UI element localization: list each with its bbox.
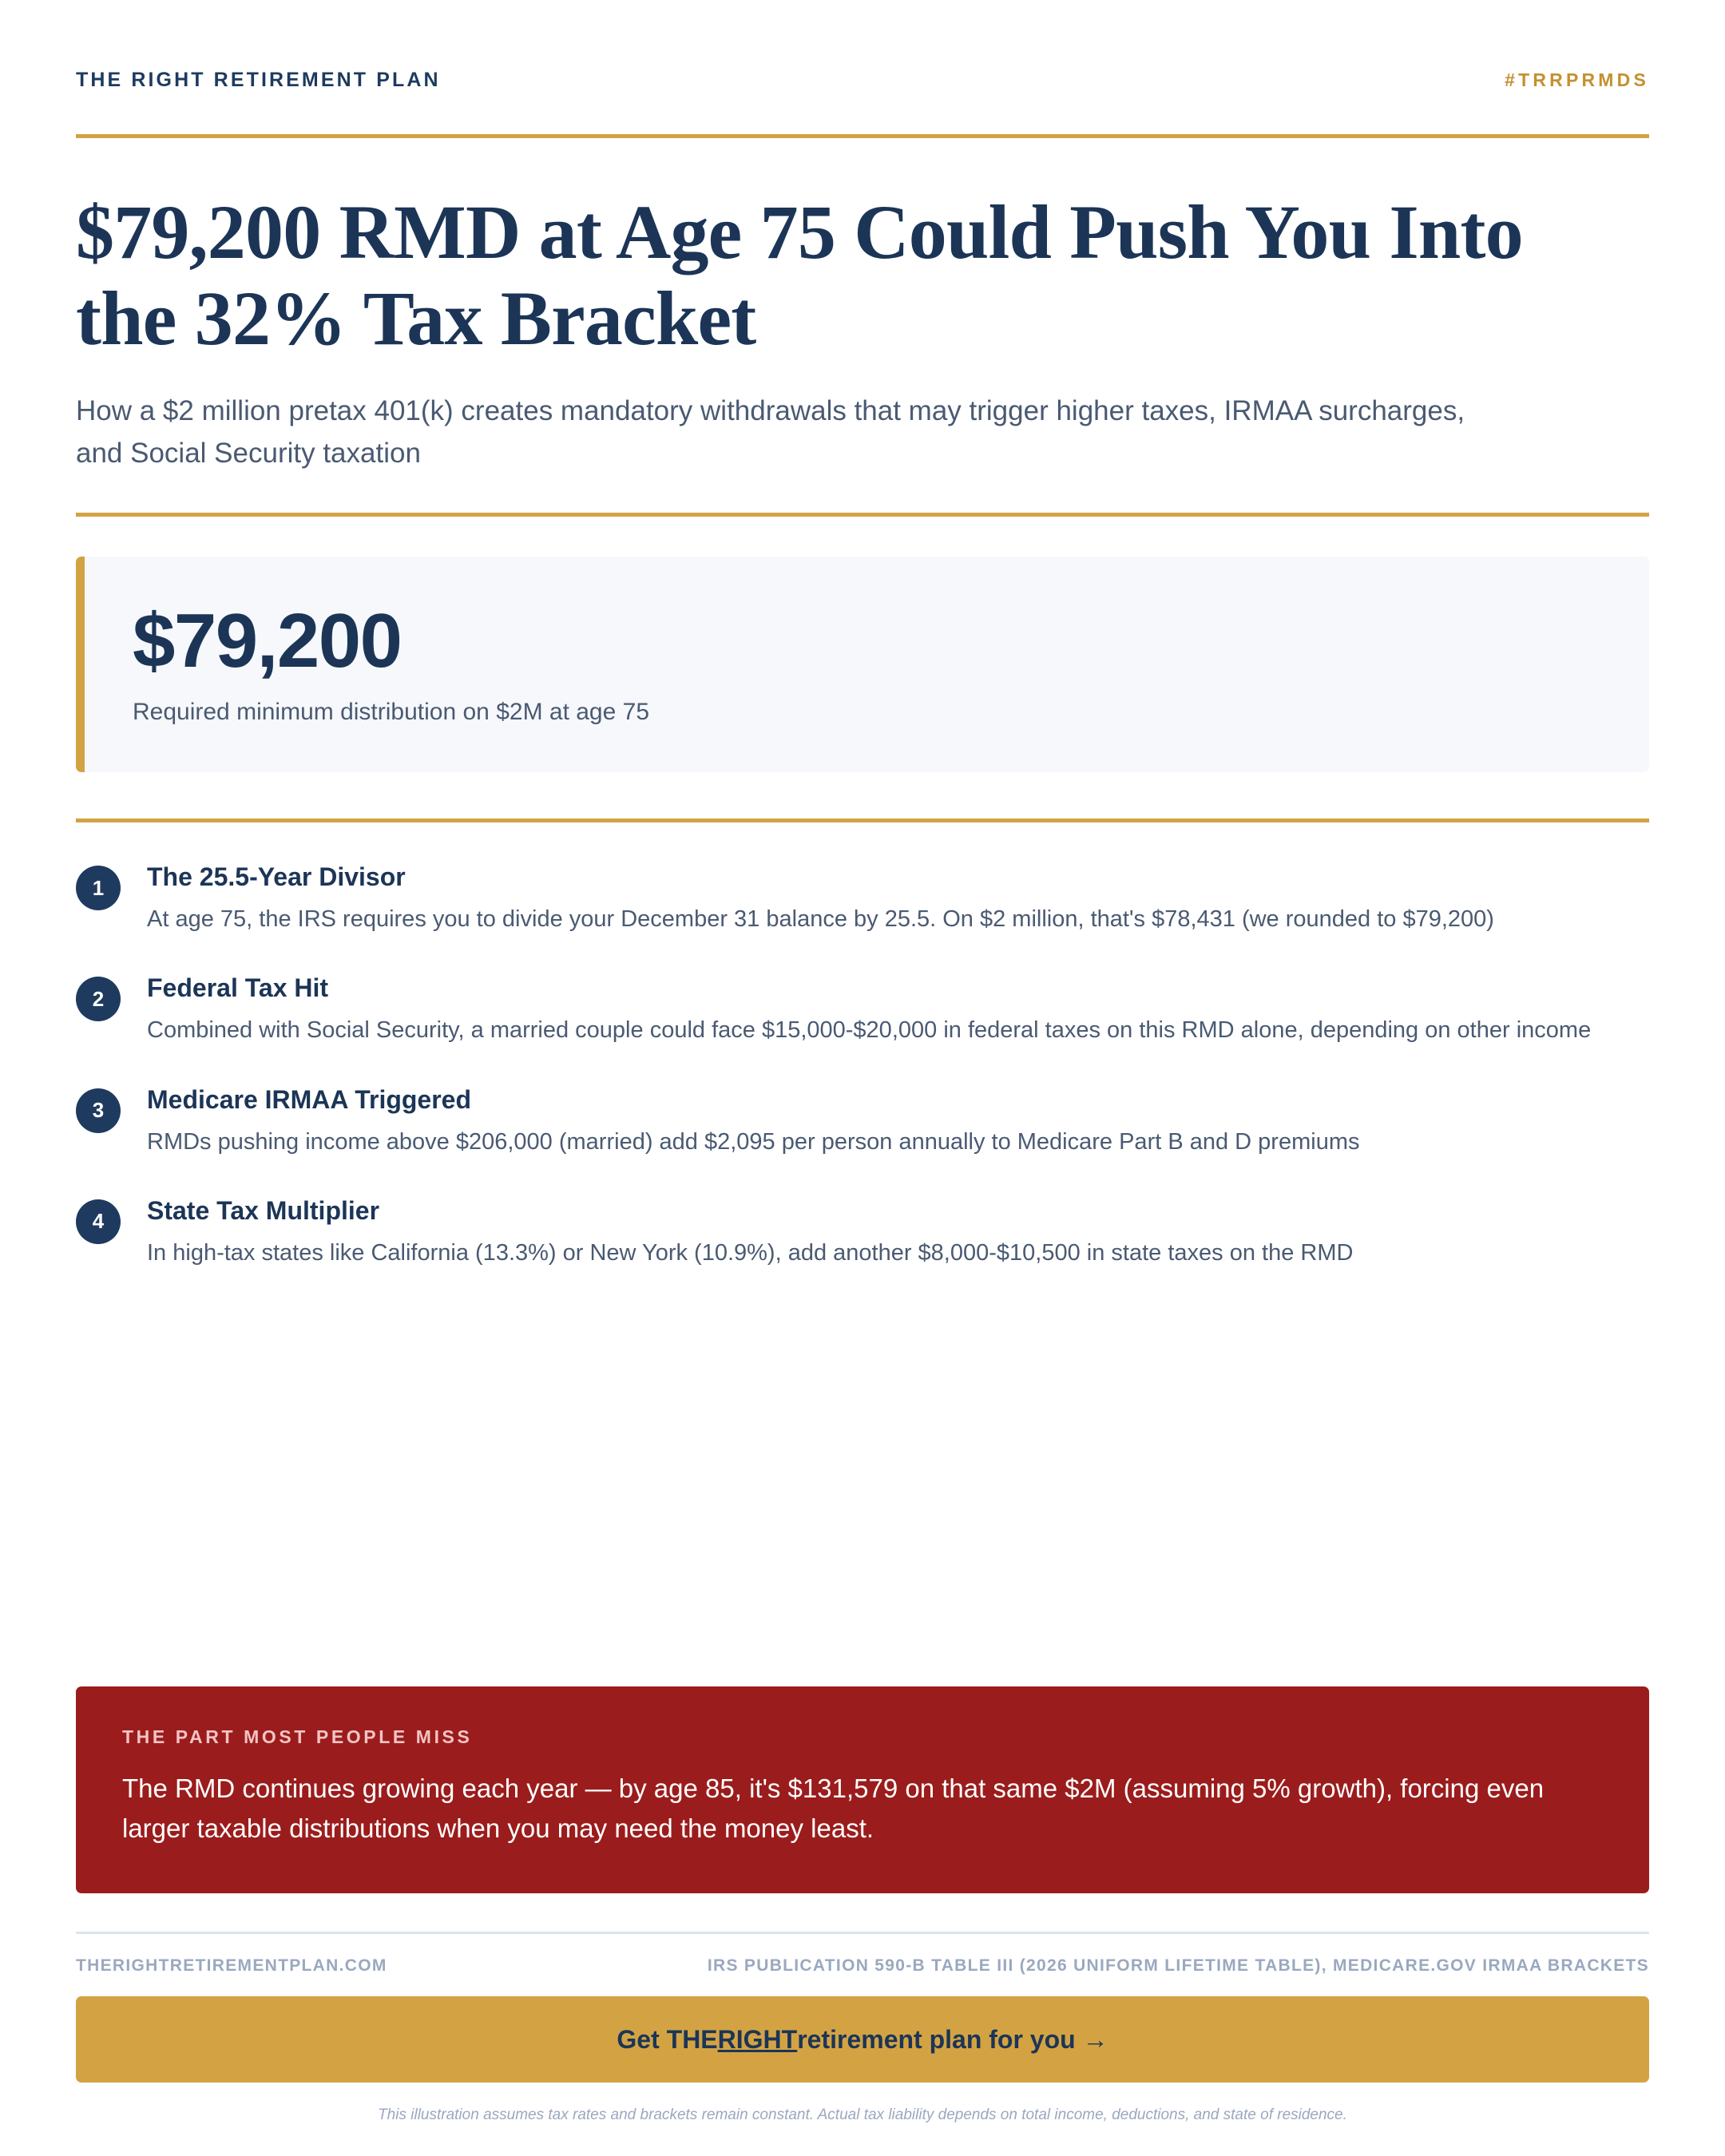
- layout-spacer: [76, 1270, 1649, 1686]
- highlight-callout: [76, 1686, 1649, 1893]
- stat-callout: [76, 557, 1649, 772]
- website-url: THERIGHTRETIREMENTPLAN.COM: [76, 1956, 387, 1975]
- point-body: [147, 861, 1494, 937]
- point-body: [147, 1084, 1359, 1159]
- list-item: [76, 861, 1649, 937]
- point-number-badge: 3: [76, 1088, 121, 1133]
- divider-gold-top: [76, 134, 1649, 138]
- brand-name: THE RIGHT RETIREMENT PLAN: [76, 69, 441, 91]
- point-title: Medicare IRMAA Triggered: [147, 1084, 472, 1114]
- point-number-badge: 1: [76, 866, 121, 910]
- point-text: At age 75, the IRS requires you to divide your December 31 balance by 25.5. On $2 million, that's $78,431 (we rounded to $79,200): [147, 906, 1494, 933]
- point-text: RMDs pushing income above $206,000 (married) add $2,095 per person annually to Medicare Part B and D premiums: [147, 1128, 1360, 1155]
- point-title: Federal Tax Hit: [147, 973, 329, 1003]
- callout-text: The RMD continues growing each year — by age 85, it's $131,579 on that same $2M (assuming 5% growth), forcing even larger taxable distributions when you may need the money least.: [122, 1773, 1545, 1843]
- list-item: [76, 1084, 1649, 1159]
- point-text: In high-tax states like California (13.3%) or New York (10.9%), add another $8,000-$10,500 in state taxes on the RMD: [147, 1239, 1354, 1266]
- stat-value: $79,200: [133, 598, 402, 684]
- masthead: [76, 0, 1649, 92]
- source-citation: IRS PUBLICATION 590-B TABLE III (2026 UNIFORM LIFETIME TABLE), MEDICARE.GOV IRMAA BRACKETS: [707, 1956, 1649, 1975]
- list-item: [76, 972, 1649, 1048]
- cta-suffix: retirement plan for you →: [797, 2024, 1108, 2054]
- disclaimer-text: This illustration assumes tax rates and brackets remain constant. Actual tax liability depends on total income, deductions, and state of residence.: [378, 2106, 1347, 2123]
- point-text: Combined with Social Security, a married couple could face $15,000-$20,000 in federal taxes on this RMD alone, depending on other income: [147, 1017, 1592, 1044]
- key-points-list: [76, 861, 1649, 1270]
- campaign-hashtag: #TRRPRMDS: [1505, 69, 1649, 90]
- point-title: The 25.5-Year Divisor: [147, 862, 406, 892]
- point-body: [147, 1195, 1353, 1270]
- point-number-badge: 4: [76, 1199, 121, 1244]
- page-subtitle: How a $2 million pretax 401(k) creates mandatory withdrawals that may trigger higher taxes, IRMAA surcharges, and Social Security taxation: [76, 395, 1465, 470]
- divider-gold-list: [76, 818, 1649, 822]
- cta-prefix: Get THE: [617, 2024, 718, 2054]
- cta-button[interactable]: [76, 1996, 1649, 2083]
- stat-label: Required minimum distribution on $2M at age 75: [133, 699, 650, 726]
- point-title: State Tax Multiplier: [147, 1195, 380, 1225]
- divider-gold-mid: [76, 513, 1649, 517]
- page-title: $79,200 RMD at Age 75 Could Push You Into the 32% Tax Bracket: [76, 189, 1523, 361]
- list-item: [76, 1195, 1649, 1270]
- point-number-badge: 2: [76, 977, 121, 1021]
- point-body: [147, 972, 1591, 1048]
- sources-row: [76, 1934, 1649, 1996]
- callout-kicker: THE PART MOST PEOPLE MISS: [122, 1726, 473, 1747]
- cta-emphasis: RIGHT: [717, 2024, 798, 2054]
